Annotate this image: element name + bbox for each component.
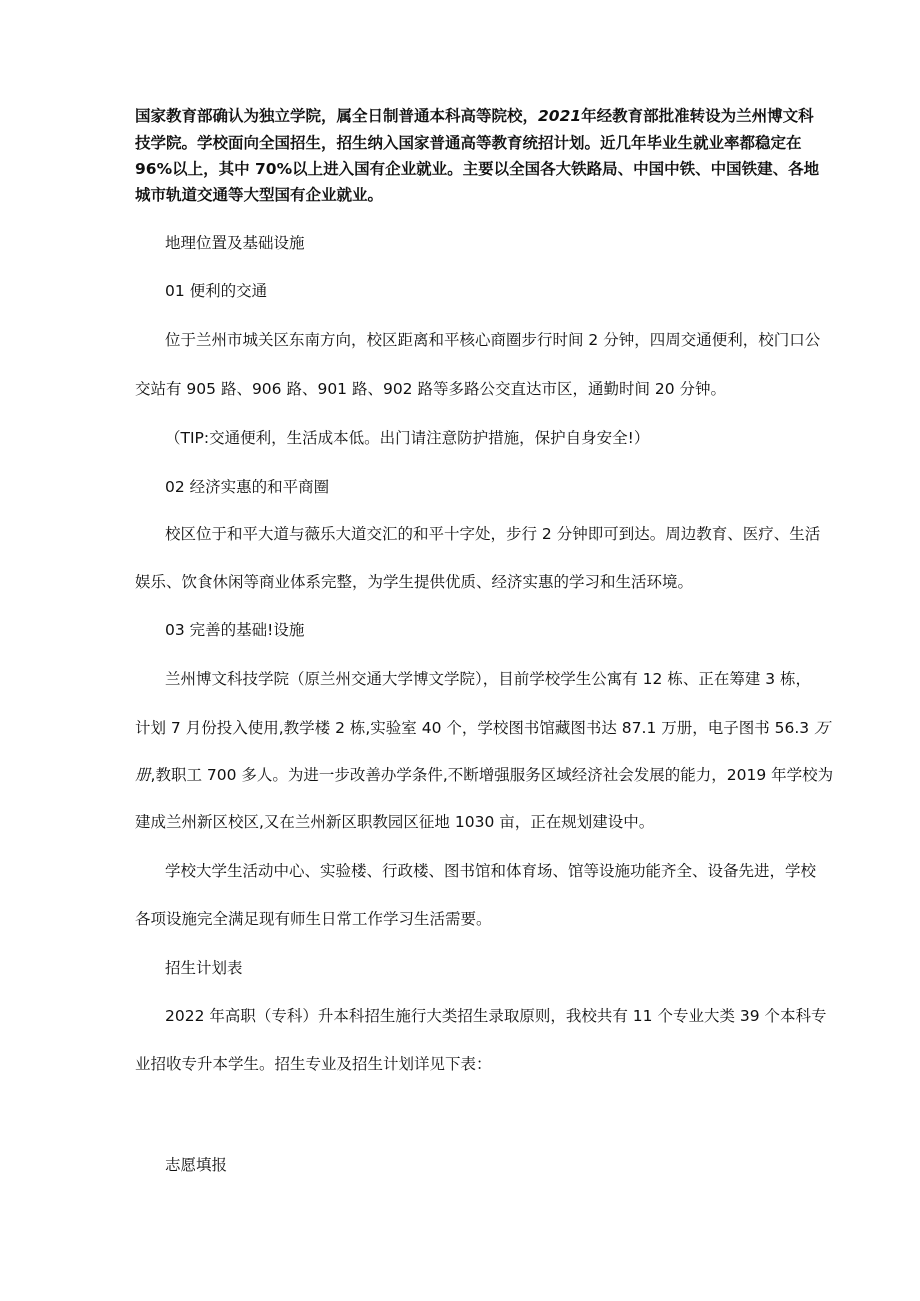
facilities-para2-line-2: 各项设施完全满足现有师生日常工作学习生活需要。 <box>135 910 492 928</box>
transport-heading: 01 便利的交通 <box>165 282 268 300</box>
commerce-heading: 02 经济实惠的和平商圈 <box>165 478 330 496</box>
facilities-para1-line-3-a: 册 <box>135 766 151 784</box>
application-heading: 志愿填报 <box>165 1156 228 1174</box>
facilities-para1-line-2-a: 计划 7 月份投入使用,教学楼 2 栋,实验室 40 个，学校图书馆藏图书达 87.1 万册，电子图书 56.3 <box>135 719 815 737</box>
plan-heading: 招生计划表 <box>165 959 243 977</box>
facilities-para1-line-4: 建成兰州新区校区,又在兰州新区职教园区征地 1030 亩，正在规划建设中。 <box>135 813 655 831</box>
intro-line-2: 技学院。学校面向全国招生，招生纳入国家普通高等教育统招计划。近几年毕业生就业率都稳定在 <box>135 134 802 152</box>
section-geo-heading: 地理位置及基础设施 <box>165 234 305 252</box>
intro-line-1-b: 年经教育部批准转设为兰州博文科 <box>581 107 814 125</box>
facilities-para1-line-1: 兰州博文科技学院（原兰州交通大学博文学院），目前学校学生公寓有 12 栋、正在筹建 3 栋， <box>165 670 812 688</box>
transport-tip: （TIP:交通便利，生活成本低。出门请注意防护措施，保护自身安全!） <box>165 429 650 447</box>
intro-line-1-a: 国家教育部确认为独立学院，属全日制普通本科高等院校， <box>135 107 539 125</box>
intro-line-4: 城市轨道交通等大型国有企业就业。 <box>135 186 384 204</box>
intro-line-3: 96%以上，其中 70%以上进入国有企业就业。主要以全国各大铁路局、中国中铁、中国铁建、各地 <box>135 160 820 178</box>
intro-line-1 <box>135 106 814 126</box>
plan-line-1: 2022 年高职（专科）升本科招生施行大类招生录取原则，我校共有 11 个专业大类 39 个本科专 <box>165 1007 827 1025</box>
facilities-para1-line-3-b: ,教职工 700 多人。为进一步改善办学条件,不断增强服务区域经济社会发展的能力，2019 年学校为 <box>150 766 834 784</box>
facilities-para1-line-3 <box>135 765 833 785</box>
commerce-line-2: 娱乐、饮食休闲等商业体系完整，为学生提供优质、经济实惠的学习和生活环境。 <box>135 573 694 591</box>
commerce-line-1: 校区位于和平大道与薇乐大道交汇的和平十字处，步行 2 分钟即可到达。周边教育、医疗、生活 <box>165 525 821 543</box>
facilities-heading: 03 完善的基础!设施 <box>165 621 305 639</box>
facilities-para1-line-2 <box>135 718 830 738</box>
facilities-para2-line-1: 学校大学生活动中心、实验楼、行政楼、图书馆和体育场、馆等设施功能齐全、设备先进，学校 <box>165 862 817 880</box>
facilities-para1-line-2-b: 万 <box>814 719 830 737</box>
transport-para-line-1: 位于兰州市城关区东南方向，校区距离和平核心商圈步行时间 2 分钟，四周交通便利，校门口公 <box>165 331 821 349</box>
intro-year: 2021 <box>538 107 582 125</box>
transport-para-line-2: 交站有 905 路、906 路、901 路、902 路等多路公交直达市区，通勤时间 20 分钟。 <box>135 380 727 398</box>
plan-line-2: 业招收专升本学生。招生专业及招生计划详见下表： <box>135 1055 492 1073</box>
